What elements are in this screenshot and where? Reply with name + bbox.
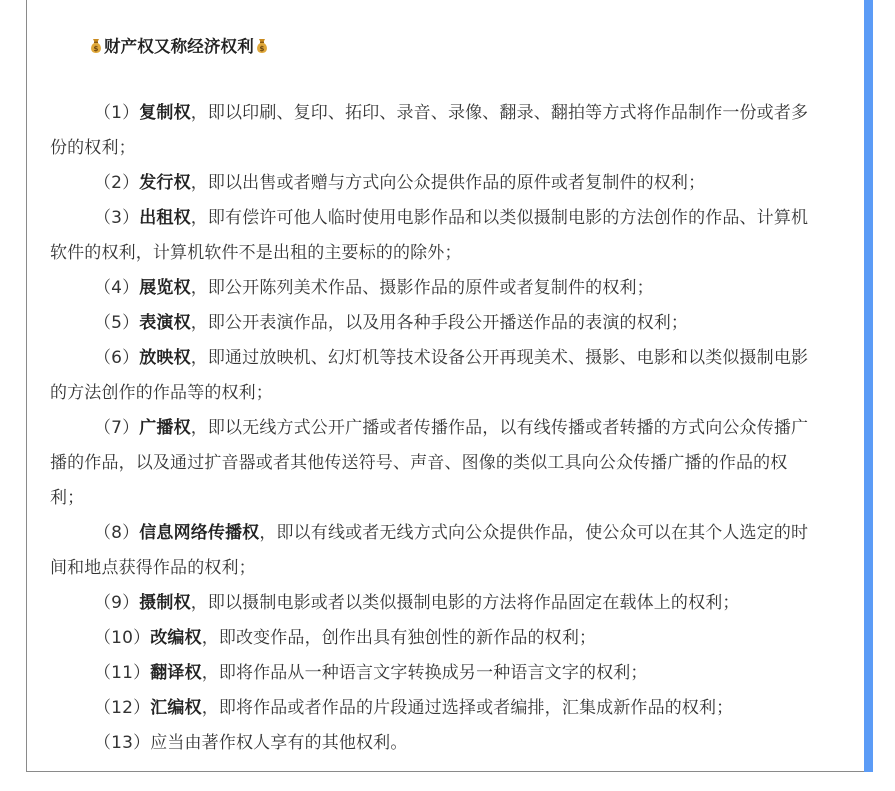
right-item: [50, 201, 820, 271]
right-number: （6）: [94, 348, 140, 368]
right-name: 发行权: [139, 173, 191, 193]
right-description: ，即改变作品，创作出具有独创性的新作品的权利；: [201, 628, 597, 648]
svg-text:$: $: [259, 45, 265, 53]
right-item: [50, 621, 820, 656]
right-item: [50, 341, 820, 411]
right-name: 翻译权: [150, 663, 202, 683]
right-item: [50, 411, 820, 516]
right-number: （12）: [94, 698, 151, 718]
right-item: [50, 691, 820, 726]
right-name: 放映权: [139, 348, 191, 368]
right-name: 摄制权: [139, 593, 191, 613]
right-name: 表演权: [139, 313, 191, 333]
right-name: 复制权: [139, 103, 191, 123]
right-item: [50, 516, 820, 586]
right-number: （5）: [94, 313, 140, 333]
right-description: ，即以印刷、复印、拓印、录音、录像、翻录、翻拍等方式将作品制作一份或者多份的权利；: [50, 103, 809, 158]
right-item: [50, 656, 820, 691]
right-description: ，即通过放映机、幻灯机等技术设备公开再现美术、摄影、电影和以类似摄制电影的方法创作的作品等的权利；: [50, 348, 809, 403]
right-name: 改编权: [150, 628, 202, 648]
right-name: 汇编权: [150, 698, 202, 718]
right-number: （4）: [94, 278, 140, 298]
right-number: （8）: [94, 523, 140, 543]
rights-list: [50, 96, 820, 761]
right-number: （13）: [94, 733, 151, 753]
right-description: ，即以摄制电影或者以类似摄制电影的方法将作品固定在载体上的权利；: [190, 593, 740, 613]
right-description: ，即将作品从一种语言文字转换成另一种语言文字的权利；: [201, 663, 648, 683]
article-content: [50, 34, 820, 761]
money-bag-icon: [254, 38, 270, 54]
right-number: （9）: [94, 593, 140, 613]
right-description: ，即以出售或者赠与方式向公众提供作品的原件或者复制件的权利；: [190, 173, 706, 193]
right-name: 展览权: [139, 278, 191, 298]
right-item: [50, 96, 820, 166]
right-description: ，即公开表演作品，以及用各种手段公开播送作品的表演的权利；: [190, 313, 689, 333]
right-name: 信息网络传播权: [139, 523, 260, 543]
section-heading: [88, 34, 820, 60]
right-description: ，即以无线方式公开广播或者传播作品，以有线传播或者转播的方式向公众传播广播的作品，以及通过扩音器或者其他传送符号、声音、图像的类似工具向公众传播广播的作品的权利；: [50, 418, 809, 508]
right-item: [50, 726, 820, 761]
scrollbar-accent: [864, 0, 873, 772]
right-description: ，即将作品或者作品的片段通过选择或者编排，汇集成新作品的权利；: [201, 698, 734, 718]
money-bag-icon: [88, 38, 104, 54]
right-item: [50, 271, 820, 306]
right-number: （7）: [94, 418, 140, 438]
right-item: [50, 306, 820, 341]
svg-text:$: $: [93, 45, 99, 53]
right-number: （2）: [94, 173, 140, 193]
right-item: [50, 166, 820, 201]
right-number: （1）: [94, 103, 140, 123]
section-heading-text: 财产权又称经济权利: [104, 37, 254, 56]
right-item: [50, 586, 820, 621]
right-name: 出租权: [139, 208, 191, 228]
right-description: ，即公开陈列美术作品、摄影作品的原件或者复制件的权利；: [190, 278, 654, 298]
right-number: （10）: [94, 628, 151, 648]
right-description: ，即以有线或者无线方式向公众提供作品，使公众可以在其个人选定的时间和地点获得作品的权利；: [50, 523, 809, 578]
right-description: ，即有偿许可他人临时使用电影作品和以类似摄制电影的方法创作的作品、计算机软件的权利，计算机软件不是出租的主要标的的除外；: [50, 208, 809, 263]
right-name: 广播权: [139, 418, 191, 438]
right-number: （11）: [94, 663, 151, 683]
right-number: （3）: [94, 208, 140, 228]
right-description: 应当由著作权人享有的其他权利。: [150, 733, 408, 753]
